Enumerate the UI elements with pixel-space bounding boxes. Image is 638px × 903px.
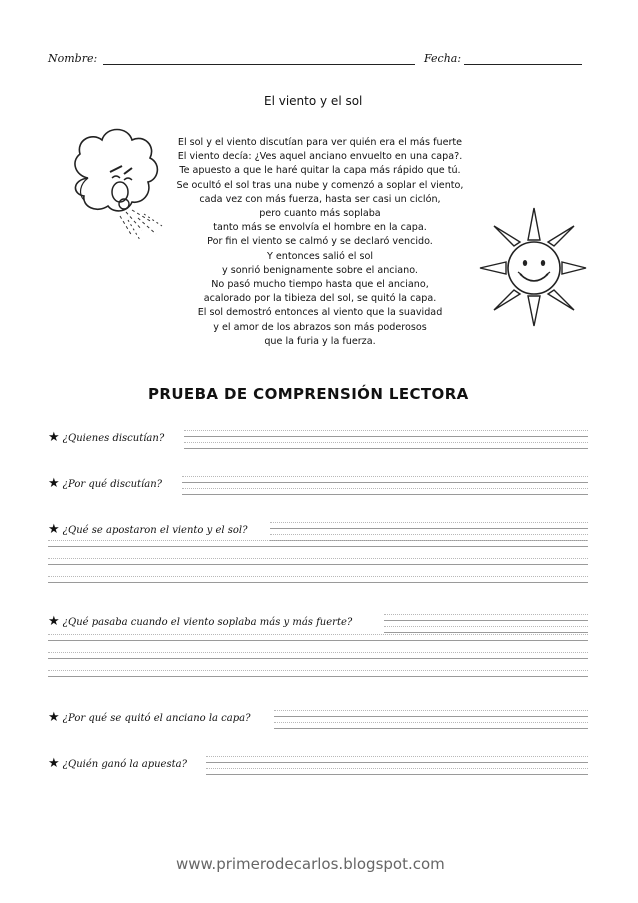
name-label: Nombre: [48, 52, 98, 65]
question-text: ¿Por qué se quitó el anciano la capa? [62, 713, 251, 724]
answer-line[interactable] [184, 448, 588, 449]
question-6 [48, 756, 187, 771]
question-text: ¿Quienes discutían? [62, 433, 165, 444]
star-icon: ★ [48, 476, 60, 491]
answer-line[interactable] [270, 528, 588, 529]
story-text [150, 136, 490, 349]
answer-line[interactable] [184, 436, 588, 437]
answer-line[interactable] [182, 494, 588, 495]
question-text: ¿Quién ganó la apuesta? [62, 759, 187, 770]
answer-line[interactable] [182, 482, 588, 483]
answer-line[interactable] [206, 774, 588, 775]
question-3 [48, 522, 247, 537]
answer-line[interactable] [384, 632, 588, 633]
story-line: tanto más se envolvía el hombre en la capa. [213, 222, 427, 234]
story-line: El sol y el viento discutían para ver quién era el más fuerte [177, 137, 463, 148]
story-line: Y entonces salió el sol [266, 250, 374, 262]
question-2 [48, 476, 162, 491]
answer-line[interactable] [206, 762, 588, 763]
story-line: No pasó mucho tiempo hasta que el anciano, [211, 279, 429, 291]
section-title: PRUEBA DE COMPRENSIÓN LECTORA [148, 385, 469, 403]
answer-line[interactable] [48, 658, 588, 659]
star-icon: ★ [48, 522, 60, 537]
answer-line[interactable] [48, 576, 588, 577]
story-line: cada vez con más fuerza, hasta ser casi un ciclón, [199, 193, 441, 205]
answer-line[interactable] [48, 652, 588, 653]
answer-line[interactable] [274, 728, 588, 729]
answer-line[interactable] [48, 634, 588, 635]
answer-line[interactable] [48, 582, 588, 583]
star-icon: ★ [48, 710, 60, 725]
story-line: y el amor de los abrazos son más poderosos [213, 321, 427, 333]
answer-line[interactable] [384, 614, 588, 615]
answer-line[interactable] [274, 716, 588, 717]
answer-line[interactable] [206, 768, 588, 769]
answer-line[interactable] [270, 522, 588, 523]
answer-line[interactable] [206, 756, 588, 757]
date-label: Fecha: [424, 52, 462, 65]
answer-line[interactable] [184, 442, 588, 443]
answer-line[interactable] [182, 488, 588, 489]
story-title: El viento y el sol [264, 94, 363, 108]
story-line: y sonrió benignamente sobre el anciano. [222, 264, 418, 276]
answer-line[interactable] [48, 546, 588, 547]
story-line: Por fin el viento se calmó y se declaró vencido. [207, 236, 433, 248]
question-text: ¿Qué pasaba cuando el viento soplaba más y más fuerte? [62, 617, 353, 628]
name-line[interactable] [103, 64, 415, 65]
answer-line[interactable] [182, 476, 588, 477]
story-line: Te apuesto a que le haré quitar la capa más rápido que tú. [179, 165, 461, 177]
answer-line[interactable] [48, 540, 588, 541]
smiling-sun-icon [478, 200, 590, 330]
story-line: El sol demostró entonces al viento que la suavidad [197, 307, 443, 319]
question-text: ¿Qué se apostaron el viento y el sol? [62, 525, 248, 536]
question-text: ¿Por qué discutían? [62, 479, 163, 490]
answer-line[interactable] [48, 558, 588, 559]
story-line: que la furia y la fuerza. [264, 335, 376, 347]
question-5 [48, 710, 250, 725]
answer-line[interactable] [274, 722, 588, 723]
footer-url: www.primerodecarlos.blogspot.com [176, 855, 445, 873]
date-line[interactable] [464, 64, 582, 65]
star-icon: ★ [48, 614, 60, 629]
answer-line[interactable] [270, 534, 588, 535]
answer-line[interactable] [274, 710, 588, 711]
story-line: acalorado por la tibieza del sol, se quitó la capa. [203, 293, 437, 305]
answer-line[interactable] [384, 626, 588, 627]
question-4 [48, 614, 352, 629]
answer-line[interactable] [48, 676, 588, 677]
story-line: pero cuanto más soplaba [259, 208, 381, 220]
story-line: Se ocultó el sol tras una nube y comenzó a soplar el viento, [176, 179, 464, 191]
story-line: El viento decía: ¿Ves aquel anciano envuelto en una capa?. [177, 151, 463, 163]
answer-line[interactable] [384, 620, 588, 621]
question-1 [48, 430, 164, 445]
answer-line[interactable] [48, 640, 588, 641]
answer-line[interactable] [48, 670, 588, 671]
star-icon: ★ [48, 430, 60, 445]
answer-line[interactable] [48, 564, 588, 565]
answer-line[interactable] [184, 430, 588, 431]
star-icon: ★ [48, 756, 60, 771]
